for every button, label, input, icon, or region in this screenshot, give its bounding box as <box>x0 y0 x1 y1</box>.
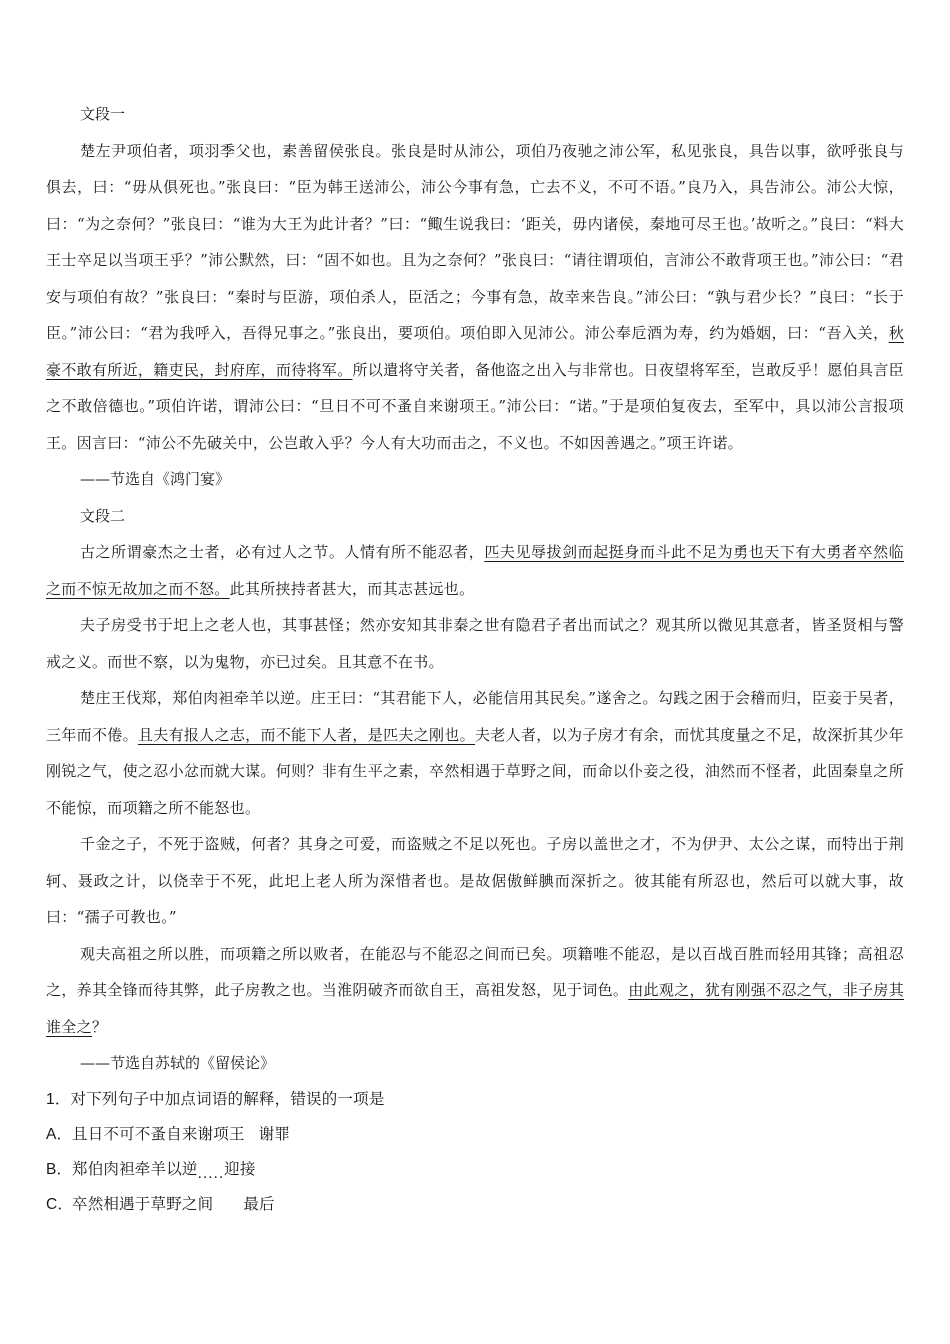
p3-text-a: 楚庄王伐郑，郑伯肉袒牵羊以逆。庄王曰：“其君能下人，必能信用其民矣。”遂舍之。勾践之困于会稽而归，臣妾于吴者，三年而不倦。 <box>46 689 904 744</box>
option-a-text: 且日不可不蚤自来谢项王 <box>72 1125 245 1143</box>
passage1-source: ——节选自《鸿门宴》 <box>80 470 231 488</box>
passage1-body <box>46 133 904 462</box>
option-a <box>46 1117 904 1152</box>
p3-underlined: 且夫有报人之志，而不能下人者，是匹夫之刚也。 <box>137 725 476 744</box>
p5-text-a: 观夫高祖之所以胜，而项籍之所以败者，在能忍与不能忍之间而已矣。项籍唯不能忍，是以百战百胜而轻用其锋；高祖忍之，养其全锋而待其弊，此子房教之也。当淮阴破齐而欲自王，高祖发怒，见于词色。 <box>46 944 904 999</box>
passage2-heading: 文段二 <box>80 506 126 525</box>
passage2-para-4: 千金之子，不死于盗贼，何者？其身之可爱，而盗贼之不足以死也。子房以盖世之才，不为伊尹、太公之谋，而特出于荆轲、聂政之计，以侥幸于不死，此圯上老人所为深惜者也。是故倨傲鲜腆而深折之。彼其能有所忍也，然后可以就大事，故曰：“孺子可教也。” <box>46 835 904 926</box>
p5-underlined: 由此观之，犹有刚强不忍之气，非子房其谁全之 <box>46 981 905 1036</box>
passage2-source: ——节选自苏轼的《留侯论》 <box>80 1054 276 1072</box>
option-b-letter: B． <box>46 1160 73 1178</box>
question-stem: 1．对下列句子中加点词语的解释，错误的一项是 <box>46 1090 385 1108</box>
p1-underlined: 匹夫见辱拔剑而起挺身而斗此不足为勇也天下有大勇者卒然临之而不惊无故加之而不怒。 <box>46 543 904 598</box>
passage2-para-2: 夫子房受书于圯上之老人也，其事甚怪；然亦安知其非秦之世有隐君子者出而试之？观其所以微见其意者，皆圣贤相与警戒之义。而世不察，以为鬼物，亦已过矣。且其意不在书。 <box>46 616 904 671</box>
option-b-gloss: 迎接 <box>224 1160 256 1178</box>
option-b <box>46 1152 904 1187</box>
emphasis-dots: ..... <box>197 1164 225 1182</box>
passage2-para-1 <box>46 534 904 607</box>
option-c-text: 卒然相遇于草野之间 <box>72 1195 214 1213</box>
option-b-text: 郑伯肉袒牵羊以逆 <box>72 1160 198 1178</box>
passage1-text-a: 楚左尹项伯者，项羽季父也，素善留侯张良。张良是时从沛公，项伯乃夜驰之沛公军，私见张良，具告以事，欲呼张良与俱去，曰：“毋从俱死也。”张良曰：“臣为韩王送沛公，沛公今事有急，亡去不义，不可不语。”良乃入，具告沛公。沛公大惊，曰：“为之奈何？”张良曰：“谁为大王为此计者？”曰：“鲰生说我曰：‘距关，毋内诸侯，秦地可尽王也。’故听之。”良曰：“料大王士卒足以当项王乎？”沛公默然，曰：“固不如也。且为之奈何？”张良曰：“请往谓项伯，言沛公不敢背项王也。”沛公曰：“君安与项伯有故？”张良曰：“秦时与臣游，项伯杀人，臣活之；今事有急，故幸来告良。”沛公曰：“孰与君少长？”良曰：“长于臣。”沛公曰：“君为我呼入，吾得兄事之。”张良出，要项伯。项伯即入见沛公。沛公奉卮酒为寿，约为婚姻，曰：“吾入关， <box>46 141 904 342</box>
passage2-para-5 <box>46 936 904 1046</box>
p5-text-b: ？ <box>91 1017 108 1036</box>
passage1-text-b: 所以遣将守关者，备他盗之出入与非常也。日夜望将军至，岂敢反乎！愿伯具言臣之不敢倍德也。”项伯许诺，谓沛公曰：“旦日不可不蚤自来谢项王。”沛公曰：“诺。”于是项伯复夜去，至军中，具以沛公言报项王。因言曰：“沛公不先破关中，公岂敢入乎？今人有大功而击之，不义也。不如因善遇之。”项王许诺。 <box>46 360 904 452</box>
option-a-letter: A． <box>46 1125 73 1143</box>
p3-text-b: 夫老人者，以为子房才有余，而忧其度量之不足，故深折其少年刚锐之气，使之忍小忿而就大谋。何则？非有生平之素，卒然相遇于草野之间，而命以仆妾之役，油然而不怪者，此固秦皇之所不能惊，而项籍之所不能怒也。 <box>46 725 904 817</box>
passage1-underlined: 秋豪不敢有所近，籍吏民，封府库，而待将军。 <box>46 324 904 379</box>
passage2-para-3 <box>46 680 904 826</box>
option-c <box>46 1187 904 1222</box>
option-c-letter: C． <box>46 1195 74 1213</box>
option-a-gloss: 谢罪 <box>258 1125 291 1143</box>
option-c-gloss: 最后 <box>243 1195 275 1213</box>
p1-text-a: 古之所谓豪杰之士者，必有过人之节。人情有所不能忍者， <box>80 543 485 561</box>
passage1-heading: 文段一 <box>80 105 126 123</box>
p1-text-b: 此其所挟持者甚大，而其志甚远也。 <box>229 579 475 598</box>
